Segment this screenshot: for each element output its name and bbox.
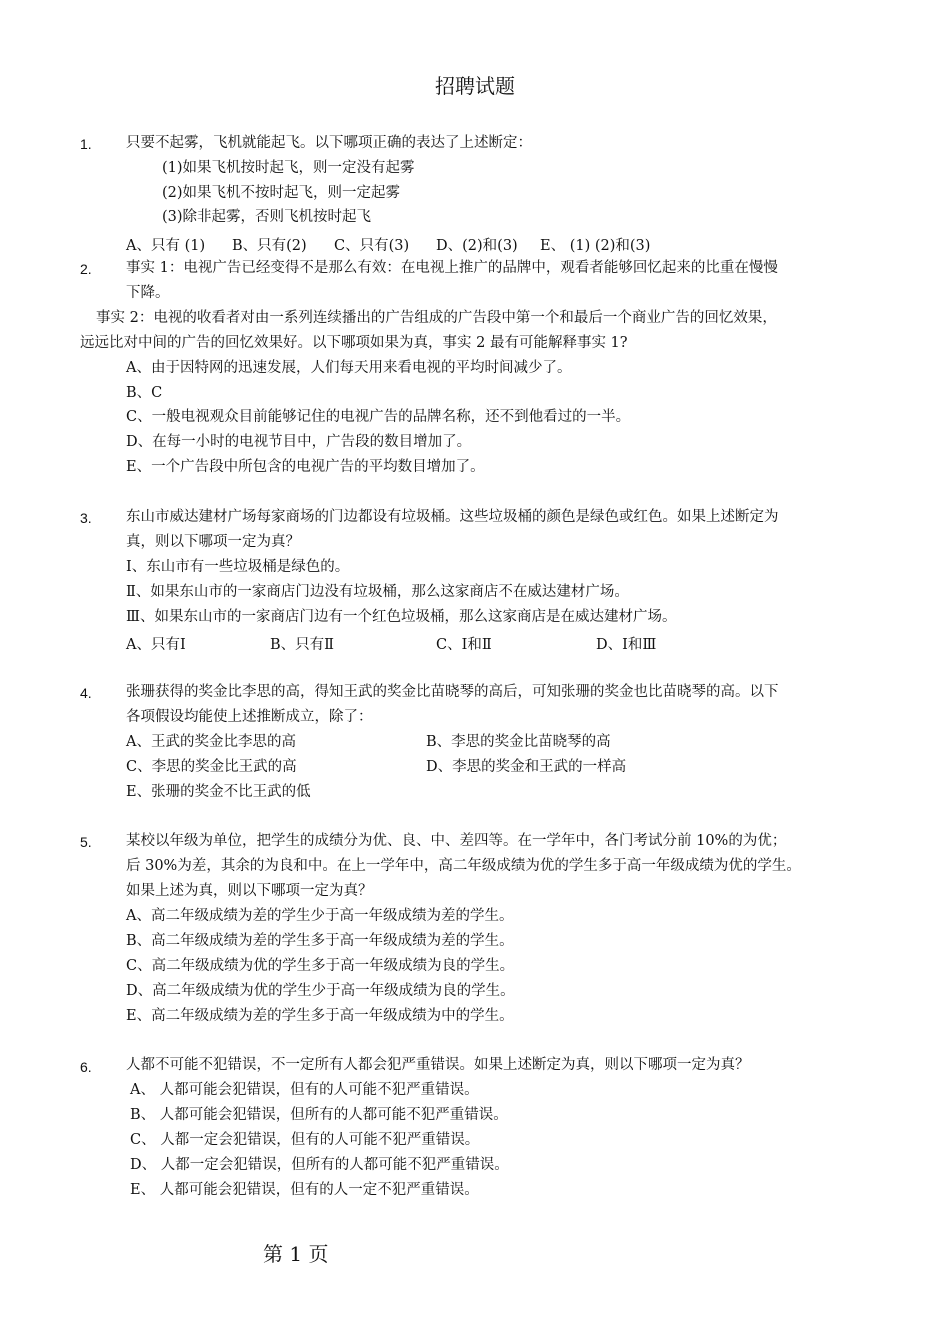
q1-option-b: B、只有(2) xyxy=(232,238,307,254)
q4-option-a: A、王武的奖金比李思的高 xyxy=(126,734,296,750)
q2-line-3: 事实 2：电视的收看者对由一系列连续播出的广告组成的广告段中第一个和最后一个商业广告的回忆效果， xyxy=(96,310,777,326)
q4-option-b: B、李思的奖金比苗晓琴的高 xyxy=(426,734,611,750)
q5-option-e: E、高二年级成绩为差的学生多于高一年级成绩为中的学生。 xyxy=(126,1008,514,1024)
q2-option-c: C、一般电视观众目前能够记住的电视广告的品牌名称，还不到他看过的一半。 xyxy=(126,409,631,425)
q2-line-2: 下降。 xyxy=(126,285,170,301)
q1-number: 1. xyxy=(80,136,92,152)
q3-options xyxy=(126,633,656,654)
q2-line-1: 事实 1：电视广告已经变得不是那么有效：在电视上推广的品牌中，观看者能够回忆起来的比重在慢慢 xyxy=(126,260,778,276)
q1-option-c: C、只有(3) xyxy=(334,238,410,254)
q5-line-1: 某校以年级为单位，把学生的成绩分为优、良、中、差四等。在一学年中，各门考试分前 10%的为优； xyxy=(126,833,787,849)
q2-number: 2. xyxy=(80,261,92,277)
q1-statement-3: (3)除非起雾，否则飞机按时起飞 xyxy=(162,209,372,225)
q5-option-c: C、高二年级成绩为优的学生多于高一年级成绩为良的学生。 xyxy=(126,958,515,974)
q1-options xyxy=(126,234,650,255)
q3-option-c: C、Ⅰ和Ⅱ xyxy=(436,637,492,653)
q3-option-a: A、只有Ⅰ xyxy=(126,637,186,653)
q6-option-c: C、 人都一定会犯错误，但有的人可能不犯严重错误。 xyxy=(130,1132,480,1148)
q2-option-a: A、由于因特网的迅速发展，人们每天用来看电视的平均时间减少了。 xyxy=(126,360,572,376)
q5-line-3: 如果上述为真，则以下哪项一定为真？ xyxy=(126,883,373,899)
q6-option-b: B、 人都可能会犯错误，但所有的人都可能不犯严重错误。 xyxy=(130,1107,508,1123)
q3-line-1: 东山市威达建材广场每家商场的门边都设有垃圾桶。这些垃圾桶的颜色是绿色或红色。如果上述断定为 xyxy=(126,509,779,525)
q4-line-1: 张珊获得的奖金比李思的高，得知王武的奖金比苗晓琴的高后，可知张珊的奖金也比苗晓琴的高。以下 xyxy=(126,684,779,700)
q5-number: 5. xyxy=(80,834,92,850)
q4-option-c: C、李思的奖金比王武的高 xyxy=(126,759,297,775)
q6-number: 6. xyxy=(80,1059,92,1075)
q5-option-a: A、高二年级成绩为差的学生少于高一年级成绩为差的学生。 xyxy=(126,908,514,924)
q1-option-d: D、(2)和(3) xyxy=(436,238,518,254)
q1-option-e: E、 (1) (2)和(3) xyxy=(540,238,651,254)
q5-option-d: D、高二年级成绩为优的学生少于高一年级成绩为良的学生。 xyxy=(126,983,515,999)
q6-line-1: 人都不可能不犯错误，不一定所有人都会犯严重错误。如果上述断定为真，则以下哪项一定为真？ xyxy=(126,1057,750,1073)
q1-stem: 只要不起雾，飞机就能起飞。以下哪项正确的表达了上述断定： xyxy=(126,135,532,151)
q1-statement-1: (1)如果飞机按时起飞，则一定没有起雾 xyxy=(162,160,415,176)
q3-statement-3: Ⅲ、如果东山市的一家商店门边有一个红色垃圾桶，那么这家商店是在威达建材广场。 xyxy=(126,609,677,625)
q5-option-b: B、高二年级成绩为差的学生多于高一年级成绩为差的学生。 xyxy=(126,933,514,949)
q3-statement-1: Ⅰ、东山市有一些垃圾桶是绿色的。 xyxy=(126,559,350,575)
q4-option-e: E、张珊的奖金不比王武的低 xyxy=(126,784,311,800)
page-title: 招聘试题 xyxy=(435,74,515,98)
q4-line-2: 各项假设均能使上述推断成立，除了： xyxy=(126,709,373,725)
q1-option-a: A、只有 (1) xyxy=(126,238,206,254)
q3-option-b: B、只有Ⅱ xyxy=(270,637,335,653)
q2-option-e: E、一个广告段中所包含的电视广告的平均数目增加了。 xyxy=(126,459,485,475)
q4-option-d: D、李思的奖金和王武的一样高 xyxy=(426,759,627,775)
q3-line-2: 真，则以下哪项一定为真？ xyxy=(126,534,300,550)
q3-statement-2: Ⅱ、如果东山市的一家商店门边没有垃圾桶，那么这家商店不在威达建材广场。 xyxy=(126,584,629,600)
q6-option-a: A、 人都可能会犯错误，但有的人可能不犯严重错误。 xyxy=(130,1082,479,1098)
q2-option-d: D、在每一小时的电视节目中，广告段的数目增加了。 xyxy=(126,434,472,450)
q2-line-4: 远远比对中间的广告的回忆效果好。以下哪项如果为真，事实 2 最有可能解释事实 1? xyxy=(80,335,628,351)
q5-line-2: 后 30%为差，其余的为良和中。在上一学年中，高二年级成绩为优的学生多于高一年级成绩为优的学生。 xyxy=(126,858,801,874)
q6-option-e: E、 人都可能会犯错误，但有的人一定不犯严重错误。 xyxy=(130,1182,479,1198)
q6-option-d: D、 人都一定会犯错误，但所有的人都可能不犯严重错误。 xyxy=(130,1157,509,1173)
q4-number: 4. xyxy=(80,685,92,701)
q1-statement-2: (2)如果飞机不按时起飞，则一定起雾 xyxy=(162,185,401,201)
q3-number: 3. xyxy=(80,510,92,526)
q3-option-d: D、Ⅰ和Ⅲ xyxy=(596,637,657,653)
q2-option-b: B、C xyxy=(126,385,163,401)
page-number-footer: 第 1 页 xyxy=(263,1242,329,1266)
